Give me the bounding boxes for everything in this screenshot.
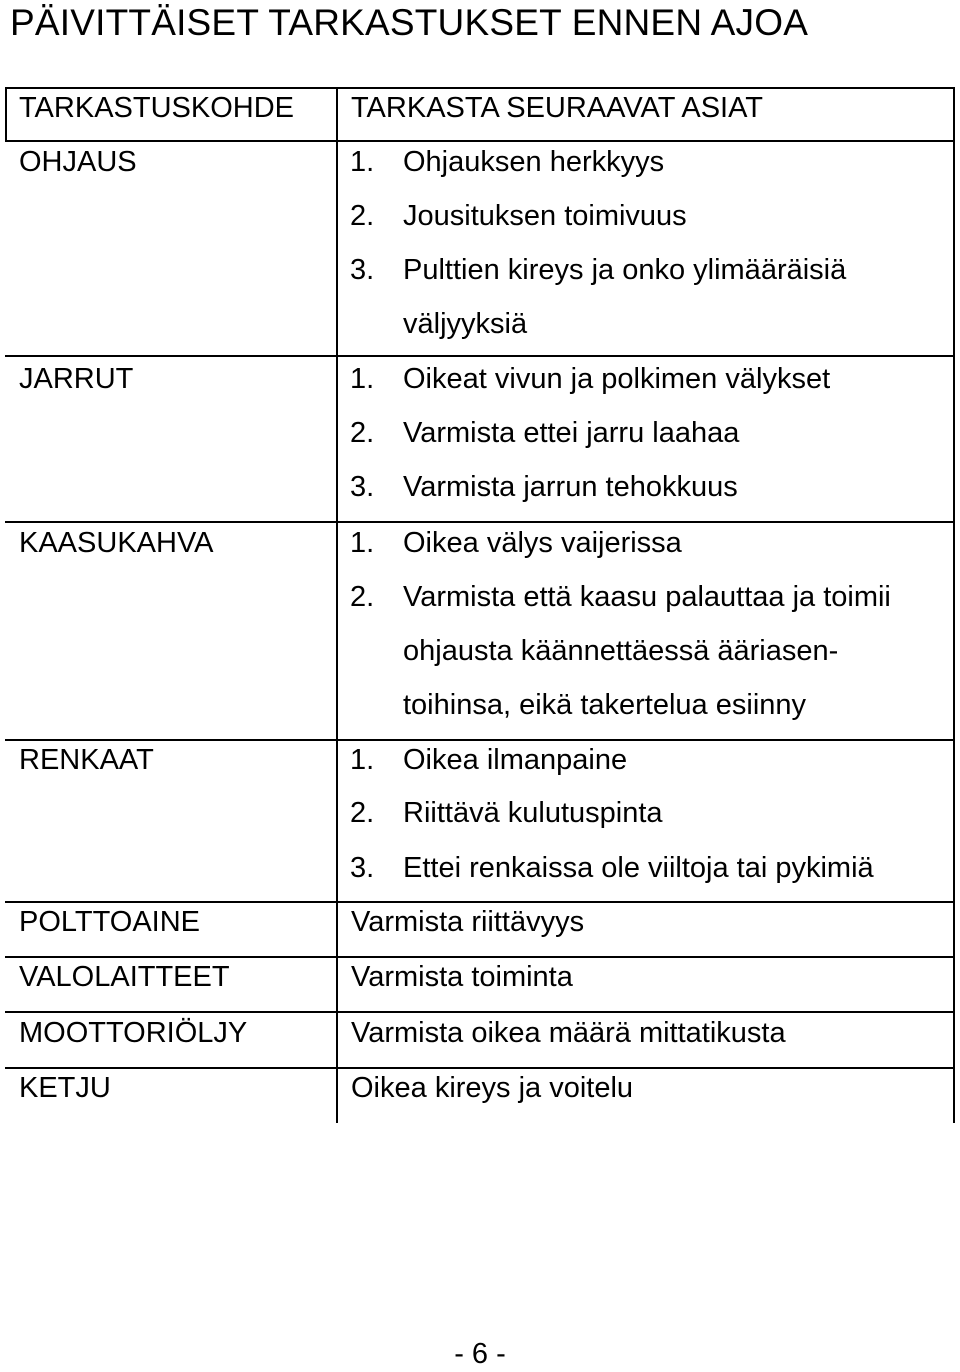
row-check-text: Varmista toiminta [351, 961, 573, 993]
row-label-moottoriolju: MOOTTORIÖLJY [19, 1017, 248, 1049]
list-number: 1. [350, 363, 375, 395]
table-top-border [5, 87, 955, 89]
page-title: PÄIVITTÄISET TARKASTUKSET ENNEN AJOA [10, 2, 809, 43]
list-number: 2. [350, 417, 375, 449]
list-item: Oikeat vivun ja polkimen välykset [403, 363, 831, 395]
page-number: - 6 - [454, 1338, 506, 1370]
list-number: 2. [350, 581, 375, 613]
list-number: 2. [350, 200, 375, 232]
list-item-continuation: toihinsa, eikä takertelua esiinny [403, 689, 807, 721]
row-label-ohjaus: OHJAUS [19, 146, 137, 178]
row-label-ketju: KETJU [19, 1072, 111, 1104]
row-label-jarrut: JARRUT [19, 363, 134, 395]
list-item: Oikea välys vaijerissa [403, 527, 682, 559]
list-number: 1. [350, 146, 375, 178]
row-divider [5, 140, 955, 142]
row-divider [5, 901, 955, 903]
row-check-text: Oikea kireys ja voitelu [351, 1072, 634, 1104]
list-number: 1. [350, 527, 375, 559]
list-number: 2. [350, 797, 375, 829]
row-divider [5, 1011, 955, 1013]
list-item: Oikea ilmanpaine [403, 744, 628, 776]
row-label-valolaitteet: VALOLAITTEET [19, 961, 230, 993]
list-item-continuation: väljyyksiä [403, 308, 528, 340]
table-left-border [5, 87, 7, 141]
header-inspection-item: TARKASTUSKOHDE [19, 92, 295, 124]
list-number: 3. [350, 471, 375, 503]
list-item: Varmista ettei jarru laahaa [403, 417, 740, 449]
row-divider [5, 1067, 955, 1069]
row-divider [5, 956, 955, 958]
list-item: Jousituksen toimivuus [403, 200, 687, 232]
header-check-items: TARKASTA SEURAAVAT ASIAT [351, 92, 764, 124]
list-item: Varmista että kaasu palauttaa ja toimii [403, 581, 891, 613]
list-number: 3. [350, 254, 375, 286]
row-divider [5, 355, 955, 357]
list-item: Ettei renkaissa ole viiltoja tai pykimiä [403, 852, 874, 884]
table-right-border [953, 87, 955, 1123]
list-item: Pulttien kireys ja onko ylimääräisiä [403, 254, 847, 286]
row-label-renkaat: RENKAAT [19, 744, 154, 776]
row-check-text: Varmista oikea määrä mittatikusta [351, 1017, 786, 1049]
list-item: Riittävä kulutuspinta [403, 797, 663, 829]
column-divider [336, 87, 338, 1123]
list-number: 1. [350, 744, 375, 776]
list-item: Ohjauksen herkkyys [403, 146, 665, 178]
row-check-text: Varmista riittävyys [351, 906, 585, 938]
list-number: 3. [350, 852, 375, 884]
row-label-polttoaine: POLTTOAINE [19, 906, 201, 938]
list-item-continuation: ohjausta käännettäessä ääriasen- [403, 635, 839, 667]
list-item: Varmista jarrun tehokkuus [403, 471, 738, 503]
row-divider [5, 521, 955, 523]
row-label-kaasukahva: KAASUKAHVA [19, 527, 214, 559]
row-divider [5, 739, 955, 741]
